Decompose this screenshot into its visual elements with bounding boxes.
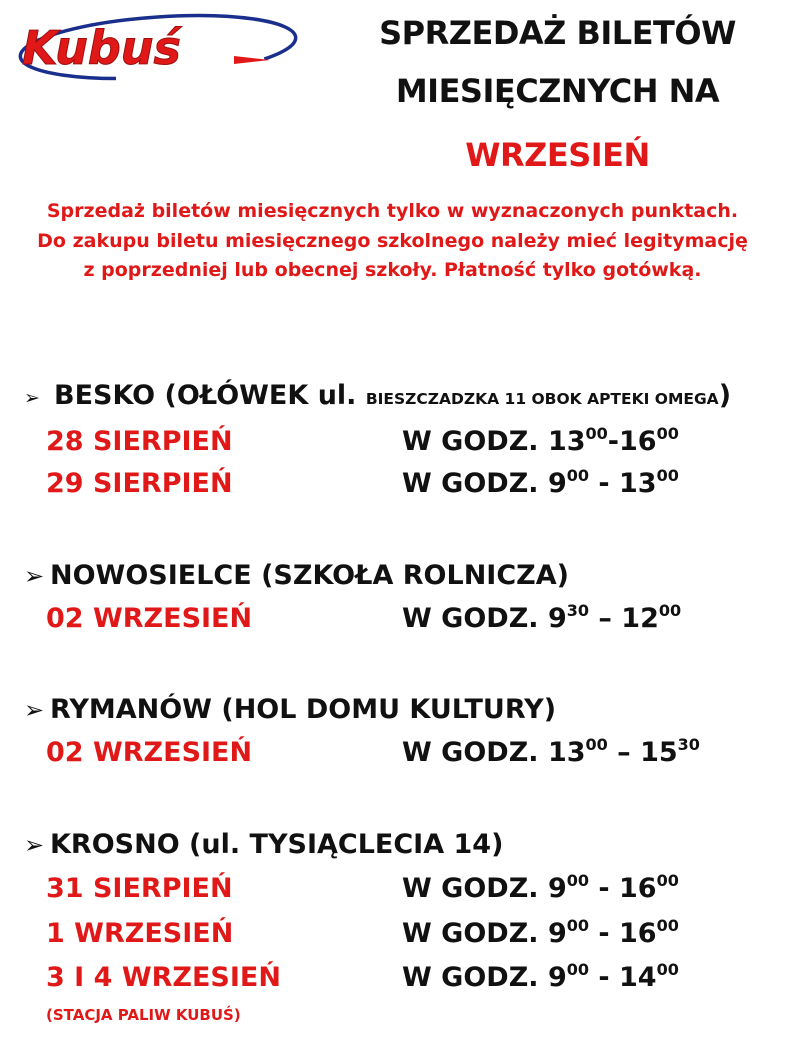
location-name: KROSNO (ul. TYSIĄCLECIA 14) — [50, 829, 504, 860]
schedule-hours: W GODZ. $9^{30} - 12^{00}$ — [402, 601, 682, 634]
location-note: (STACJA PALIW KUBUŚ) — [46, 1006, 241, 1024]
schedule-date: 02 WRZESIEŃ — [46, 603, 253, 634]
schedule-date: 29 SIERPIEŃ — [46, 468, 233, 499]
location-besko — [24, 380, 731, 411]
location-krosno — [24, 829, 503, 860]
schedule-date: 02 WRZESIEŃ — [46, 737, 253, 768]
schedule-date: 31 SIERPIEŃ — [46, 873, 233, 904]
schedule-hours: W GODZ. $13^{00} - 15^{30}$ — [402, 735, 700, 768]
schedule-hours: W GODZ. $9^{00} - 16^{00}$ — [402, 916, 679, 949]
arrow-bullet-icon: ➢ — [24, 831, 45, 859]
location-nowosielce — [24, 560, 569, 591]
location-detail: BIESZCZADZKA 11 OBOK APTEKI OMEGA — [365, 390, 719, 408]
arrow-bullet-icon: ➢ — [24, 696, 45, 724]
schedule-date: 28 SIERPIEŃ — [46, 426, 233, 457]
location-name: RYMANÓW (HOL DOMU KULTURY) — [50, 694, 557, 725]
arrow-bullet-icon: ➢ — [24, 387, 40, 409]
schedule-date: 1 WRZESIEŃ — [46, 918, 234, 949]
location-name: NOWOSIELCE (SZKOŁA ROLNICZA) — [50, 560, 569, 591]
header-month: WRZESIEŃ — [465, 136, 650, 174]
header-line-2: MIESIĘCZNYCH NA — [395, 72, 720, 110]
schedule-hours: W GODZ. $9^{00} - 16^{00}$ — [402, 871, 679, 904]
notice-line-2: Do zakupu biletu miesięcznego szkolnego należy mieć legitymację — [37, 229, 748, 252]
notice-line-1: Sprzedaż biletów miesięcznych tylko w wyznaczonych punktach. — [46, 200, 739, 222]
arrow-bullet-icon: ➢ — [24, 562, 45, 590]
header-line-1: SPRZEDAŻ BILETÓW — [379, 14, 736, 52]
schedule-hours: W GODZ. $9^{00} - 14^{00}$ — [402, 960, 679, 993]
notice-line-3: z poprzedniej lub obecnej szkoły. Płatność tylko gotówką. — [83, 259, 702, 281]
kubus-logo — [8, 8, 300, 86]
schedule-hours: W GODZ. $13^{00}-16^{00}$ — [402, 424, 679, 457]
sales-notice — [0, 197, 785, 286]
schedule-date: 3 I 4 WRZESIEŃ — [46, 962, 281, 993]
location-rymanow — [24, 694, 556, 725]
location-name: BESKO (OŁÓWEK ul. — [54, 380, 357, 411]
logo-text: Kubuś — [22, 21, 181, 75]
location-detail-end: ) — [718, 380, 732, 411]
schedule-hours: W GODZ. $9^{00} - 13^{00}$ — [402, 466, 679, 499]
